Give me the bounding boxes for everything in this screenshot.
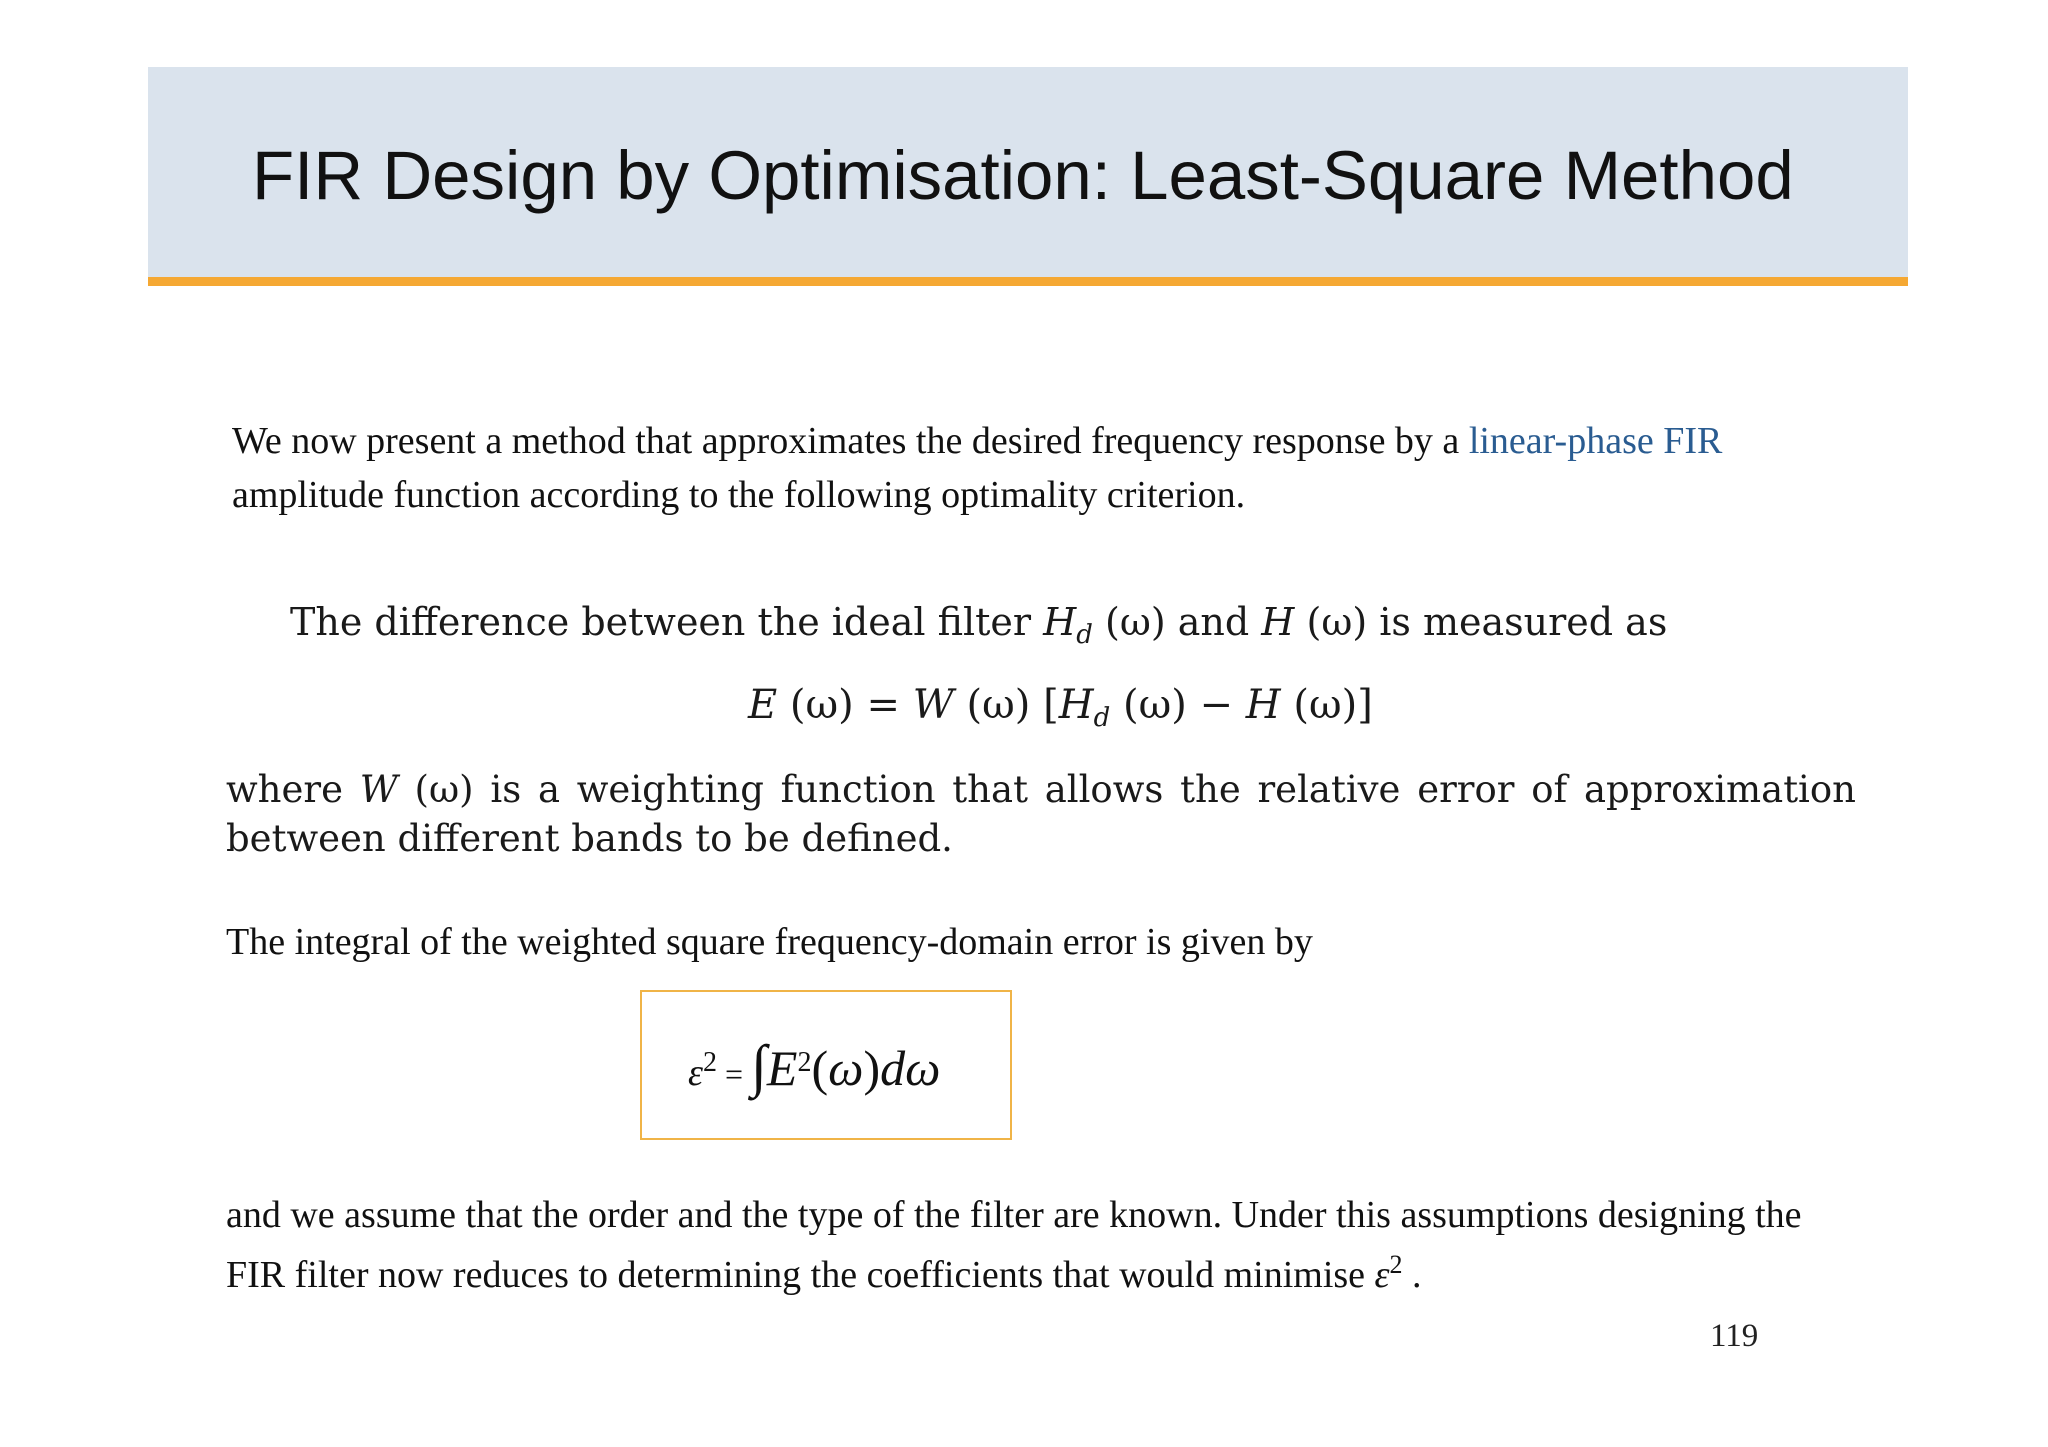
superscript-2: 2 bbox=[702, 1047, 717, 1078]
paren-close: ) bbox=[863, 1040, 881, 1096]
symbol-H: H bbox=[1245, 682, 1281, 728]
integral-sign: ∫ bbox=[751, 1033, 767, 1098]
slide-title: FIR Design by Optimisation: Least-Square Method bbox=[252, 137, 1794, 214]
intro-text-1: We now present a method that approximates the desired frequency response by a bbox=[232, 420, 1469, 462]
intro-text-2: amplitude function according to the following optimality criterion. bbox=[232, 474, 1246, 516]
integral-intro-text: The integral of the weighted square frequency-domain error is given by bbox=[226, 921, 1313, 963]
omega-argument: (ω) bbox=[1110, 682, 1187, 728]
subscript-d: d bbox=[1093, 703, 1111, 733]
omega-argument: (ω) bbox=[1280, 682, 1358, 728]
superscript-2: 2 bbox=[797, 1047, 812, 1078]
symbol-d: d bbox=[880, 1040, 906, 1096]
symbol-W: W bbox=[359, 768, 398, 811]
integral-equation bbox=[688, 1032, 940, 1099]
omega-symbol: ω bbox=[905, 1040, 941, 1096]
linear-phase-fir-link[interactable]: linear-phase FIR bbox=[1468, 420, 1723, 462]
excerpt-text: where bbox=[226, 768, 360, 811]
bracket-open: [ bbox=[1030, 682, 1059, 728]
superscript-2: 2 bbox=[1389, 1250, 1403, 1279]
integral-equation-box bbox=[640, 990, 1012, 1140]
outro-text: and we assume that the order and the type of the filter are known. Under this assumptions designing the FIR filter now reduces to determining the coefficients that would minimise bbox=[226, 1194, 1802, 1296]
symbol-H: H bbox=[1043, 600, 1077, 644]
excerpt-text: The difference between the ideal filter bbox=[290, 600, 1044, 644]
omega-argument: (ω) bbox=[1294, 600, 1368, 644]
equals-sign: = bbox=[853, 682, 913, 728]
omega-argument: (ω) bbox=[953, 682, 1031, 728]
minus-sign: − bbox=[1186, 682, 1246, 728]
omega-argument: (ω) bbox=[397, 768, 474, 811]
outro-paragraph bbox=[226, 1190, 1866, 1300]
period: . bbox=[1402, 1254, 1422, 1296]
symbol-E: E bbox=[766, 1040, 798, 1096]
epsilon-symbol: ε bbox=[688, 1052, 703, 1094]
paren-open: ( bbox=[811, 1040, 829, 1096]
excerpt-where-clause bbox=[226, 765, 1856, 863]
page-number: 119 bbox=[1710, 1318, 1759, 1354]
equals-sign: = bbox=[716, 1056, 752, 1092]
excerpt-text: is measured as bbox=[1367, 600, 1668, 644]
epsilon-symbol: ε bbox=[1374, 1254, 1390, 1296]
symbol-E: E bbox=[748, 682, 778, 728]
subscript-d: d bbox=[1076, 620, 1093, 650]
intro-paragraph bbox=[232, 414, 1852, 522]
omega-symbol: ω bbox=[828, 1040, 864, 1096]
excerpt-text: is a weighting function that allows the relative error of approximation between different bands to be defined. bbox=[226, 768, 1856, 860]
symbol-W: W bbox=[912, 682, 954, 728]
symbol-H: H bbox=[1261, 600, 1295, 644]
omega-argument: (ω) bbox=[1092, 600, 1166, 644]
omega-argument: (ω) bbox=[777, 682, 854, 728]
bracket-close: ] bbox=[1357, 682, 1373, 728]
excerpt-text: and bbox=[1165, 600, 1262, 644]
excerpt-line-difference bbox=[290, 600, 1667, 650]
symbol-H: H bbox=[1058, 682, 1094, 728]
error-equation bbox=[748, 682, 1373, 733]
title-underline-rule bbox=[148, 277, 1908, 286]
